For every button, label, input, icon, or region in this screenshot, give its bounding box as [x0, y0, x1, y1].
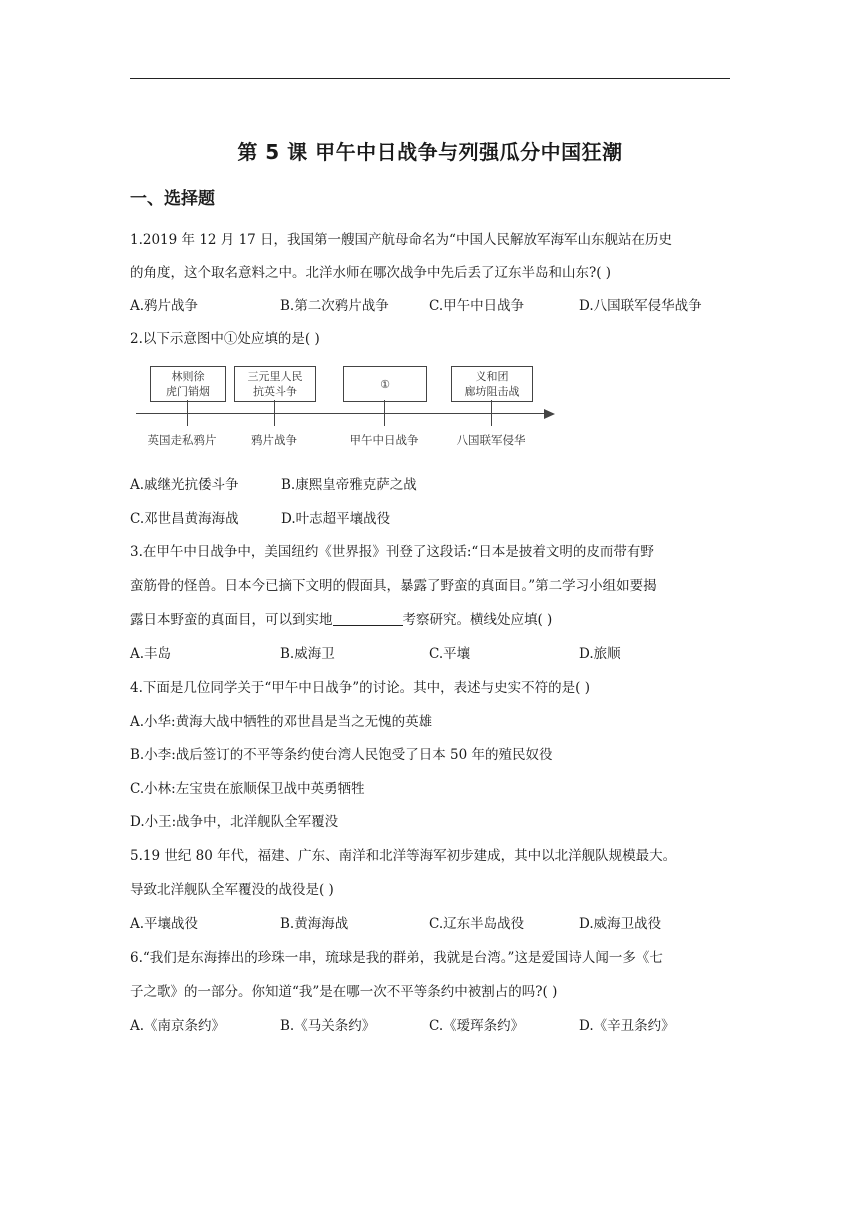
q4-option-a: A.小华:黄海大战中牺牲的邓世昌是当之无愧的英雄 [130, 714, 433, 730]
q3-option-b: B.威海卫 [280, 646, 335, 662]
q1-option-a: A.鸦片战争 [130, 298, 199, 314]
q2-option-d: D.叶志超平壤战役 [281, 511, 391, 527]
timeline-box-blank [343, 366, 427, 402]
q4-option-c: C.小林:左宝贵在旅顺保卫战中英勇牺牲 [130, 781, 365, 797]
q3-line-1: 3.在甲午中日战争中，美国纽约《世界报》刊登了这段话:“日本是披着文明的皮而带有野 [130, 544, 654, 560]
q5-option-d: D.威海卫战役 [579, 916, 662, 932]
q1-line-1: 1.2019 年 12 月 17 日，我国第一艘国产航母命名为“中国人民解放军海军山东舰站在历史 [130, 232, 672, 248]
q6-line-2: 子之歌》的一部分。你知道“我”是在哪一次不平等条约中被割占的吗?( ) [130, 984, 558, 1000]
q1-line-2: 的角度，这个取名意料之中。北洋水师在哪次战争中先后丢了辽东半岛和山东?( ) [130, 265, 612, 281]
timeline-box-2-line-1: 三元里人民 [247, 370, 303, 383]
q1-option-c: C.甲午中日战争 [429, 298, 525, 314]
q6-option-c: C.《瑷珲条约》 [429, 1018, 525, 1034]
q3-line-3-end: 考察研究。横线处应填( ) [402, 612, 553, 628]
timeline-box-1-line-1: 林则徐 [171, 370, 205, 383]
timeline-box-1 [150, 366, 226, 402]
q3-option-a: A.丰岛 [130, 646, 172, 662]
q2-option-b: B.康熙皇帝雅克萨之战 [281, 477, 417, 493]
timeline-box-4 [451, 366, 533, 402]
timeline-arrow-icon [544, 409, 555, 419]
q4-option-d: D.小王:战争中，北洋舰队全军覆没 [130, 814, 339, 830]
q5-option-b: B.黄海海战 [280, 916, 349, 932]
q2-option-c: C.邓世昌黄海海战 [130, 511, 239, 527]
q2-option-a: A.戚继光抗倭斗争 [130, 477, 239, 493]
page-title: 第 5 课 甲午中日战争与列强瓜分中国狂潮 [237, 140, 623, 164]
q6-option-d: D.《辛丑条约》 [579, 1018, 675, 1034]
timeline-box-2-line-2: 抗英斗争 [253, 385, 297, 398]
q3-option-d: D.旅顺 [579, 646, 621, 662]
answer-blank [333, 612, 403, 627]
q3-line-2: 蛮筋骨的怪兽。日本今已摘下文明的假面具，暴露了野蛮的真面目。”第二学习小组如要揭 [130, 578, 657, 594]
timeline-label-3: 甲午中日战争 [349, 433, 419, 447]
q6-option-b: B.《马关条约》 [280, 1018, 376, 1034]
q4-option-b: B.小李:战后签订的不平等条约使台湾人民饱受了日本 50 年的殖民奴役 [130, 747, 553, 763]
timeline-axis [136, 413, 546, 414]
q5-option-c: C.辽东半岛战役 [429, 916, 525, 932]
timeline-box-4-line-1: 义和团 [475, 370, 509, 383]
q4-line-1: 4.下面是几位同学关于“甲午中日战争”的讨论。其中，表述与史实不符的是( ) [130, 680, 591, 696]
q5-line-2: 导致北洋舰队全军覆没的战役是( ) [130, 882, 334, 898]
timeline-label-1: 英国走私鸦片 [147, 433, 217, 447]
q2-line-1: 2.以下示意图中①处应填的是( ) [130, 331, 320, 347]
q3-option-c: C.平壤 [429, 646, 471, 662]
timeline-box-4-line-2: 廊坊阻击战 [464, 385, 520, 398]
timeline-box-blank-line-1: ① [380, 377, 390, 391]
timeline-label-2: 鸦片战争 [251, 433, 297, 447]
header-rule [130, 78, 730, 79]
q6-option-a: A.《南京条约》 [130, 1018, 226, 1034]
q6-line-1: 6.“我们是东海捧出的珍珠一串，琉球是我的群弟，我就是台湾。”这是爱国诗人闻一多《七 [130, 950, 663, 966]
q1-option-b: B.第二次鸦片战争 [280, 298, 389, 314]
q5-line-1: 5.19 世纪 80 年代，福建、广东、南洋和北洋等海军初步建成，其中以北洋舰队规模最大。 [130, 848, 677, 864]
timeline-diagram [136, 360, 560, 452]
q5-option-a: A.平壤战役 [130, 916, 199, 932]
timeline-label-4: 八国联军侵华 [456, 433, 526, 447]
q1-option-d: D.八国联军侵华战争 [579, 298, 702, 314]
q3-line-3 [130, 608, 552, 628]
section-heading: 一、选择题 [130, 189, 215, 209]
timeline-box-2 [234, 366, 316, 402]
timeline-box-1-line-2: 虎门销烟 [166, 385, 210, 398]
q3-line-3-start: 露日本野蛮的真面目，可以到实地 [130, 612, 333, 628]
